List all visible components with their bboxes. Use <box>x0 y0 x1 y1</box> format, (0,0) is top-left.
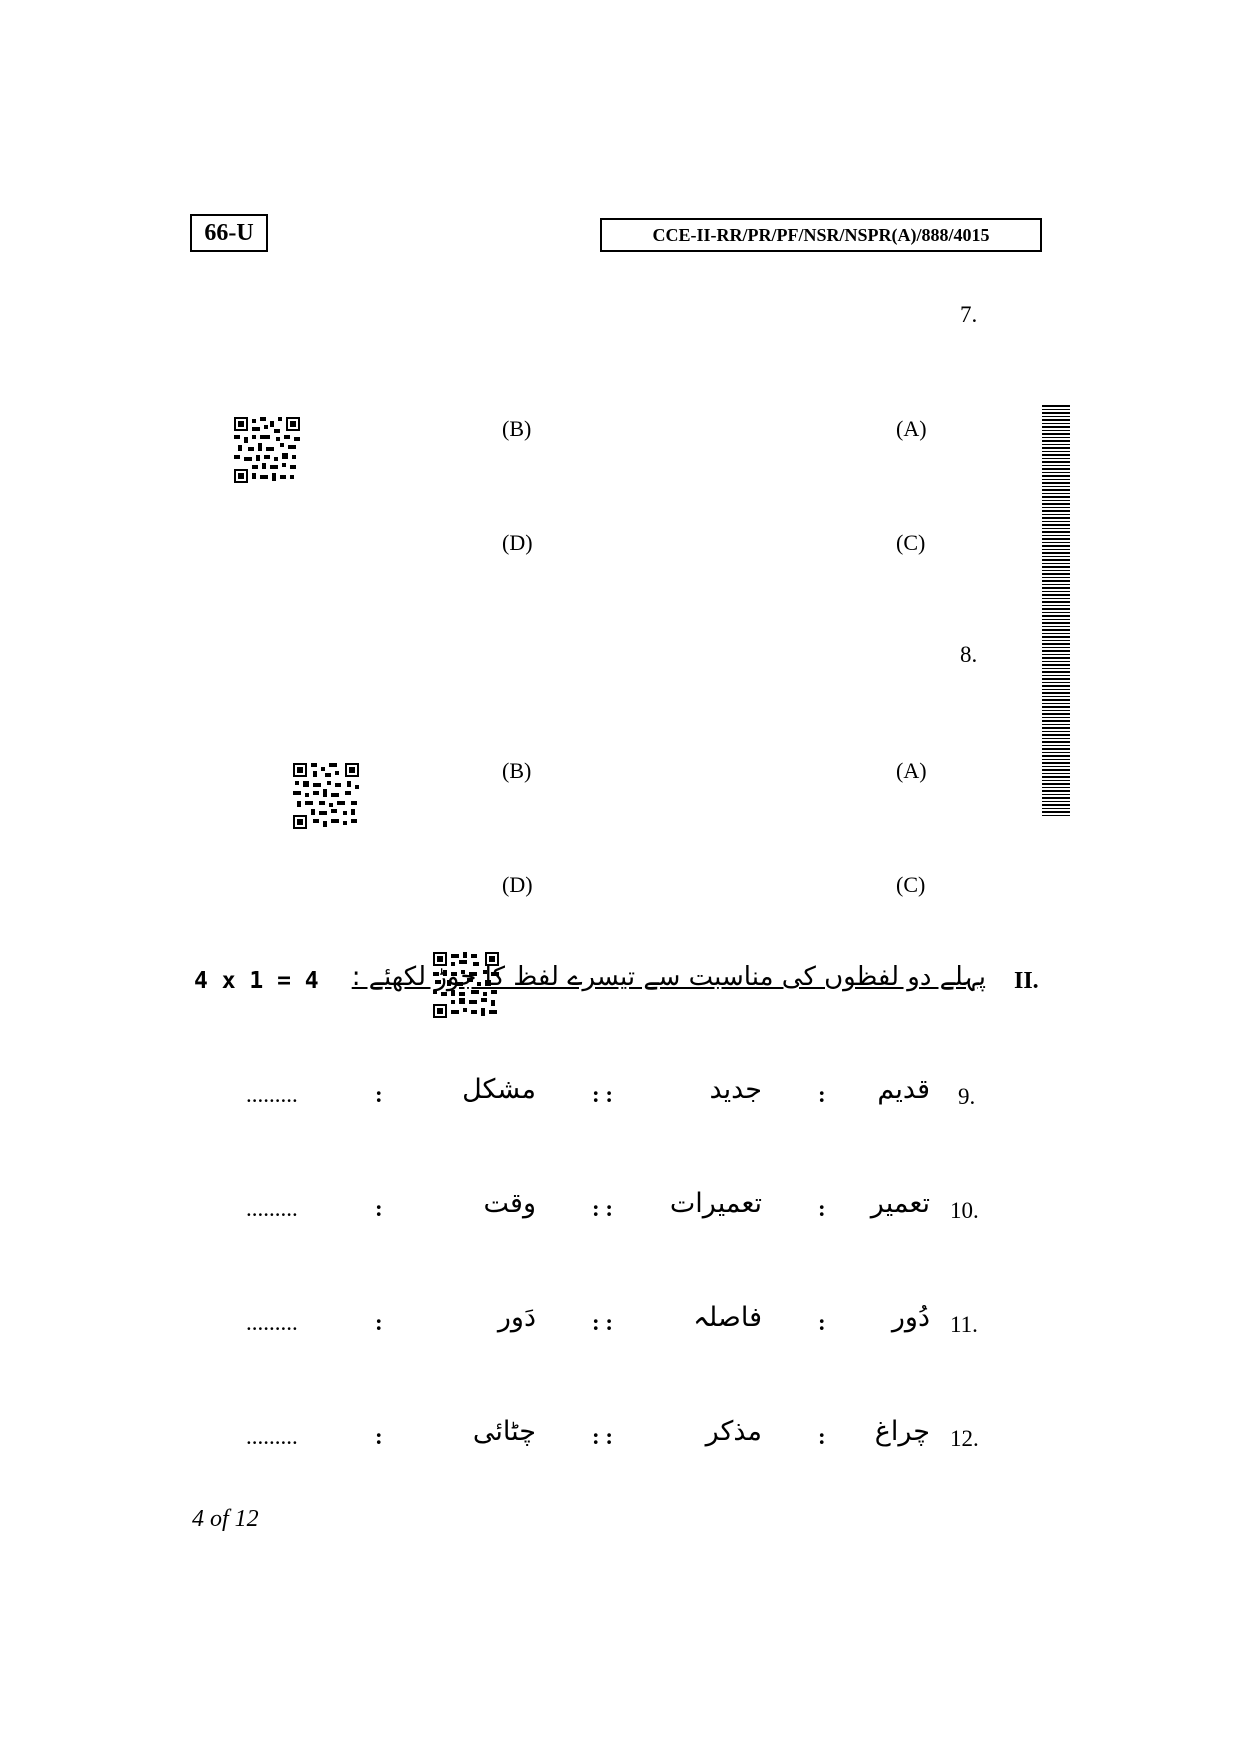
word-3: مشکل <box>462 1074 536 1105</box>
barcode <box>1042 405 1070 817</box>
series-code: CCE-II-RR/PR/PF/NSR/NSPR(A)/888/4015 <box>652 225 990 245</box>
double-colon: : : <box>592 1424 614 1449</box>
question-number: 7. <box>960 302 978 327</box>
double-colon: : : <box>592 1196 614 1221</box>
analogy-row-9 <box>0 1070 1240 1130</box>
row-number: 11. <box>950 1312 978 1337</box>
word-3: چٹائی <box>472 1416 536 1447</box>
colon: : <box>818 1310 826 1335</box>
word-2: تعمیرات <box>669 1188 762 1219</box>
row-number: 9. <box>958 1084 976 1109</box>
section-number: II. <box>1014 968 1039 994</box>
paper-code: 66-U <box>204 220 254 246</box>
analogy-row-10 <box>0 1184 1240 1244</box>
option-label: (B) <box>502 416 532 441</box>
colon: : <box>818 1424 826 1449</box>
page-number: 4 of 12 <box>192 1506 259 1532</box>
word-2: مذکر <box>705 1416 762 1447</box>
qr-code-2 <box>293 763 359 829</box>
word-1: تعمیر <box>870 1188 930 1219</box>
word-1: قدیم <box>877 1074 930 1105</box>
colon: : <box>375 1424 383 1449</box>
word-3: دَور <box>497 1302 536 1333</box>
option-label: (C) <box>896 530 926 555</box>
colon: : <box>375 1310 383 1335</box>
analogy-row-11 <box>0 1298 1240 1358</box>
option-label: (B) <box>502 758 532 783</box>
qr-code-1 <box>234 417 300 483</box>
option-label: (D) <box>502 872 533 897</box>
answer-blank: ......... <box>246 1424 298 1449</box>
double-colon: : : <box>592 1082 614 1107</box>
colon: : <box>818 1082 826 1107</box>
series-code-box <box>600 218 1042 252</box>
row-number: 10. <box>950 1198 979 1223</box>
paper-code-box <box>190 214 268 252</box>
section-marks: 4 x 1 = 4 <box>194 968 319 994</box>
answer-blank: ......... <box>246 1196 298 1221</box>
analogy-row-12 <box>0 1412 1240 1472</box>
row-number: 12. <box>950 1426 979 1451</box>
word-1: چراغ <box>874 1416 930 1447</box>
answer-blank: ......... <box>246 1082 298 1107</box>
double-colon: : : <box>592 1310 614 1335</box>
option-label: (A) <box>896 758 927 783</box>
word-2: فاصلہ <box>693 1302 762 1333</box>
answer-blank: ......... <box>246 1310 298 1335</box>
colon: : <box>375 1196 383 1221</box>
option-label: (D) <box>502 530 533 555</box>
option-label: (A) <box>896 416 927 441</box>
question-number: 8. <box>960 642 978 667</box>
word-1: دُور <box>891 1302 930 1333</box>
section-heading: پہلے دو لفظوں کی مناسبت سے تیسرے لفظ کا جوڑ لکھئے : <box>351 962 986 992</box>
option-label: (C) <box>896 872 926 897</box>
word-3: وقت <box>483 1188 536 1219</box>
word-2: جدید <box>709 1074 762 1105</box>
colon: : <box>375 1082 383 1107</box>
colon: : <box>818 1196 826 1221</box>
